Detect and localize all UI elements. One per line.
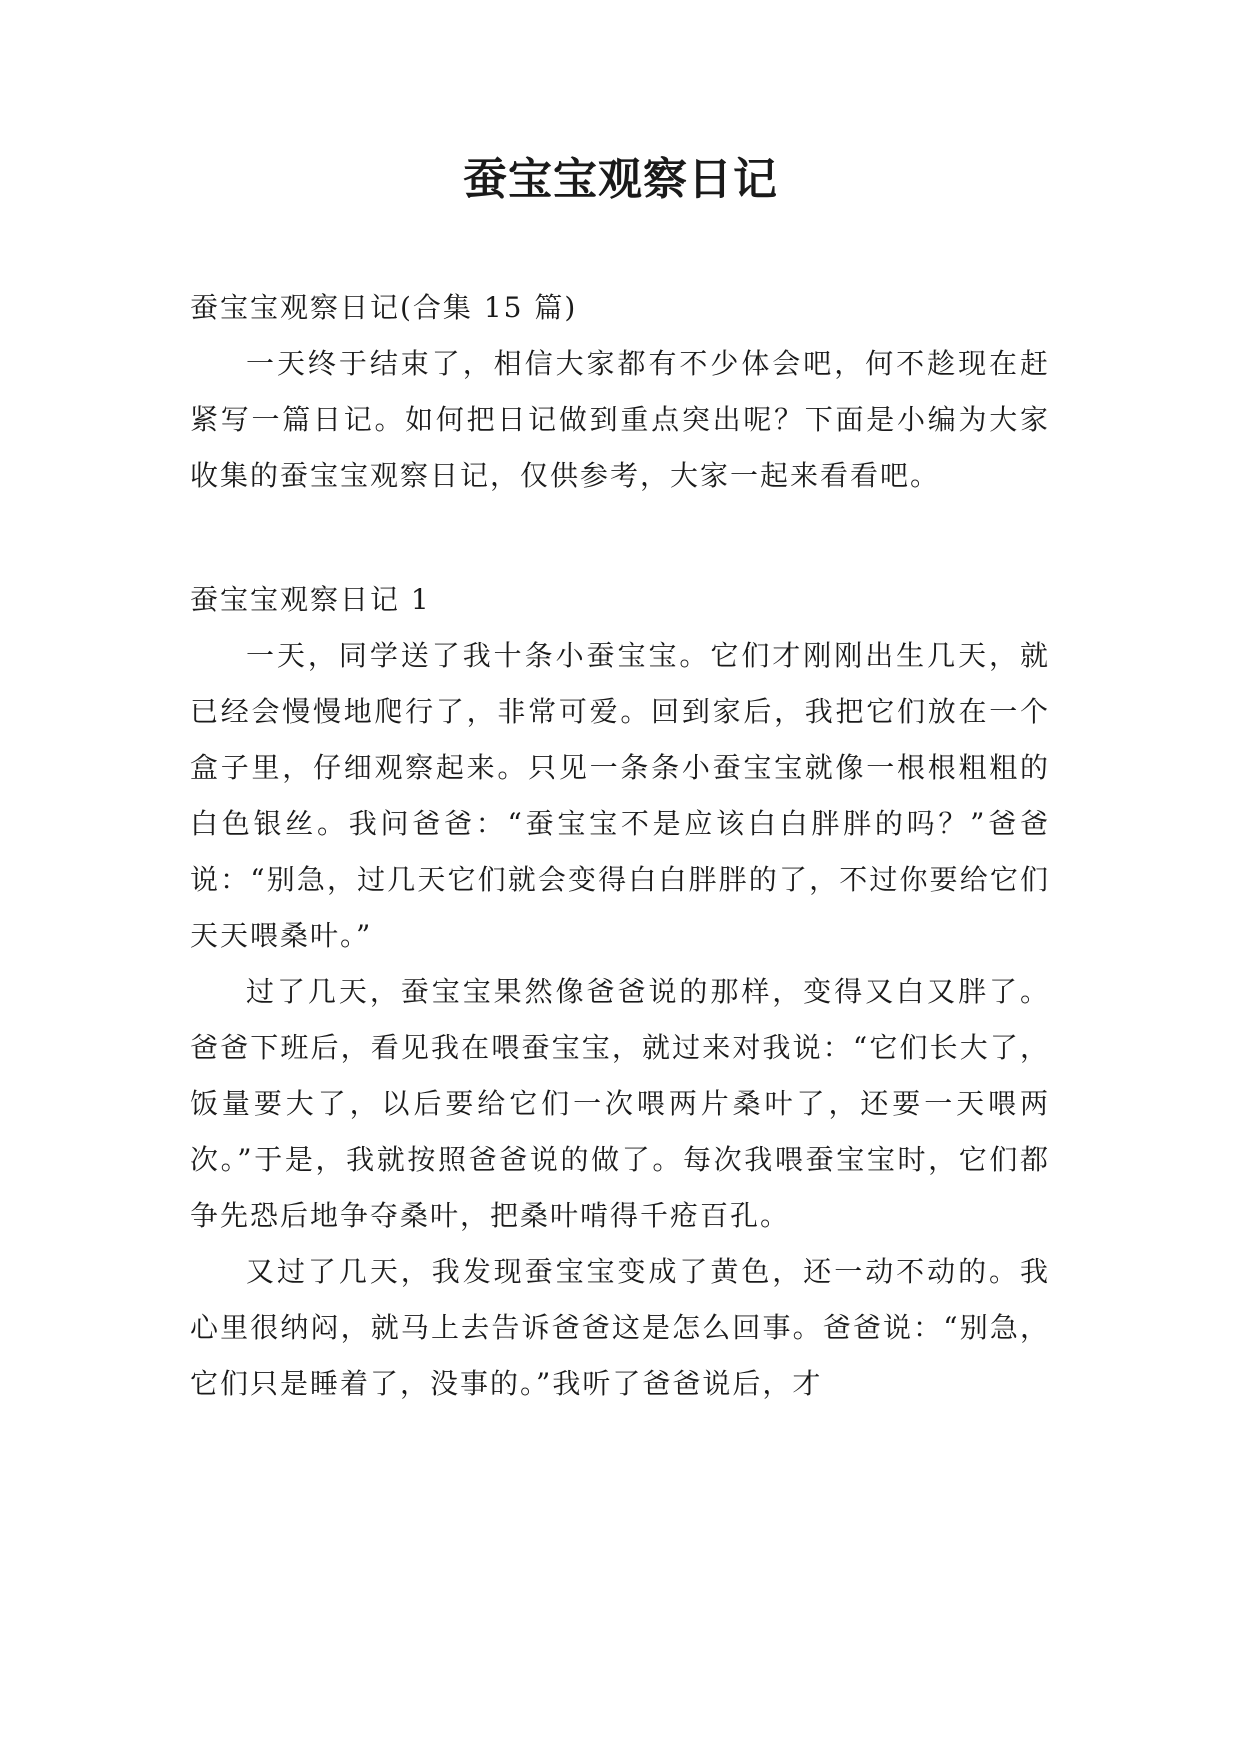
intro-paragraph: 一天终于结束了，相信大家都有不少体会吧，何不趁现在赶紧写一篇日记。如何把日记做到重点突出呢？下面是小编为大家收集的蚕宝宝观察日记，仅供参考，大家一起来看看吧。 bbox=[190, 347, 1050, 492]
body-paragraph: 过了几天，蚕宝宝果然像爸爸说的那样，变得又白又胖了。爸爸下班后，看见我在喂蚕宝宝，就过来对我说：“它们长大了，饭量要大了，以后要给它们一次喂两片桑叶了，还要一天喂两次。”于是，我就按照爸爸说的做了。每次我喂蚕宝宝时，它们都争先恐后地争夺桑叶，把桑叶啃得千疮百孔。 bbox=[190, 975, 1050, 1232]
body-paragraph: 一天，同学送了我十条小蚕宝宝。它们才刚刚出生几天，就已经会慢慢地爬行了，非常可爱。回到家后，我把它们放在一个盒子里，仔细观察起来。只见一条条小蚕宝宝就像一根根粗粗的白色银丝。我问爸爸：“蚕宝宝不是应该白白胖胖的吗？”爸爸说：“别急，过几天它们就会变得白白胖胖的了，不过你要给它们天天喂桑叶。” bbox=[190, 639, 1050, 952]
section-heading: 蚕宝宝观察日记 1 bbox=[190, 583, 431, 616]
body-paragraph: 又过了几天，我发现蚕宝宝变成了黄色，还一动不动的。我心里很纳闷，就马上去告诉爸爸这是怎么回事。爸爸说：“别急，它们只是睡着了，没事的。”我听了爸爸说后，才 bbox=[190, 1255, 1050, 1400]
section-spacer bbox=[190, 504, 1050, 572]
document-body bbox=[190, 280, 1050, 1412]
collection-subtitle: 蚕宝宝观察日记(合集 15 篇) bbox=[190, 291, 578, 324]
document-title: 蚕宝宝观察日记 bbox=[463, 154, 778, 205]
